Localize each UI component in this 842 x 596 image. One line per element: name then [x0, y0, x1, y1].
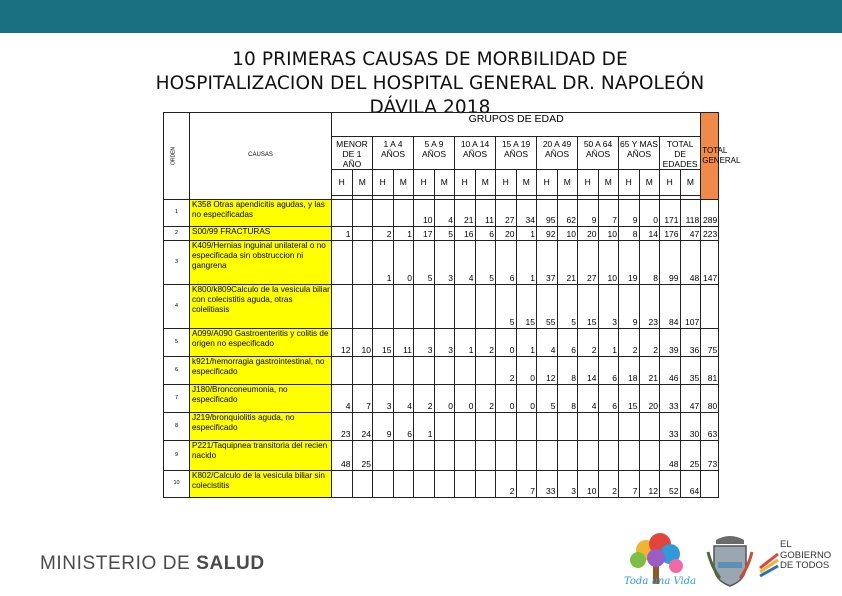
value-cell: 73	[701, 441, 719, 471]
table-row	[164, 357, 719, 385]
table-row	[164, 471, 719, 498]
value-cell	[516, 441, 537, 471]
m-header: M	[557, 170, 578, 196]
value-cell: 15	[578, 285, 599, 329]
value-cell	[414, 441, 435, 471]
value-cell: 47	[680, 385, 701, 413]
value-cell	[496, 441, 517, 471]
value-cell: 7	[598, 200, 619, 227]
gobierno-de-todos-logo	[758, 532, 838, 588]
value-cell	[578, 413, 599, 441]
value-cell: 21	[557, 241, 578, 285]
value-cell	[475, 441, 496, 471]
row-number: 4	[164, 285, 190, 329]
total-general-header: TOTAL GENERAL	[701, 113, 719, 200]
value-cell: 6	[598, 385, 619, 413]
cause-cell: K800/k809Calculo de la vesicula biliar con colecistitis aguda, otras colelitiasis	[190, 285, 332, 329]
value-cell	[639, 413, 660, 441]
star-stripes-icon	[758, 538, 780, 578]
value-cell: 7	[619, 471, 640, 498]
age-group-header: MENOR DE 1 AÑO	[332, 137, 373, 170]
age-group-header: 65 Y MAS AÑOS	[619, 137, 660, 170]
value-cell: 6	[393, 413, 414, 441]
value-cell: 20	[639, 385, 660, 413]
value-cell	[373, 200, 394, 227]
value-cell: 46	[660, 357, 681, 385]
value-cell: 34	[516, 200, 537, 227]
value-cell	[332, 200, 353, 227]
value-cell	[434, 285, 455, 329]
value-cell	[455, 441, 476, 471]
value-cell: 16	[455, 227, 476, 241]
age-group-header: 15 A 19 AÑOS	[496, 137, 537, 170]
top-banner	[0, 0, 842, 33]
value-cell	[537, 441, 558, 471]
todo-logo-text: Toda una Vida	[624, 576, 697, 587]
age-groups-title: GRUPOS DE EDAD	[332, 113, 701, 137]
h-header: H	[578, 170, 599, 196]
value-cell: 33	[660, 413, 681, 441]
value-cell: 17	[414, 227, 435, 241]
m-header: M	[680, 170, 701, 196]
cause-cell: J219/bronquiolitis aguda, no especificado	[190, 413, 332, 441]
cause-cell: k921/hemorragia gastrointestinal, no especificado	[190, 357, 332, 385]
value-cell: 0	[393, 241, 414, 285]
value-cell	[639, 441, 660, 471]
value-cell	[414, 357, 435, 385]
value-cell: 118	[680, 200, 701, 227]
value-cell	[496, 413, 517, 441]
orden-header-text: ORDEN	[170, 146, 177, 166]
value-cell: 15	[373, 329, 394, 357]
orden-header	[164, 113, 190, 200]
value-cell	[578, 441, 599, 471]
value-cell: 25	[352, 441, 373, 471]
value-cell: 10	[578, 471, 599, 498]
value-cell: 2	[619, 329, 640, 357]
value-cell: 48	[660, 441, 681, 471]
value-cell	[414, 471, 435, 498]
value-cell: 37	[537, 241, 558, 285]
value-cell	[393, 471, 414, 498]
value-cell: 0	[516, 357, 537, 385]
value-cell: 107	[680, 285, 701, 329]
value-cell: 9	[578, 200, 599, 227]
value-cell: 55	[537, 285, 558, 329]
value-cell: 75	[701, 329, 719, 357]
value-cell	[352, 357, 373, 385]
value-cell	[352, 241, 373, 285]
value-cell	[557, 441, 578, 471]
value-cell: 1	[516, 329, 537, 357]
m-header: M	[516, 170, 537, 196]
row-number: 1	[164, 200, 190, 227]
value-cell: 0	[516, 385, 537, 413]
value-cell	[598, 441, 619, 471]
value-cell: 0	[496, 329, 517, 357]
value-cell: 2	[496, 471, 517, 498]
value-cell	[373, 471, 394, 498]
value-cell: 27	[578, 241, 599, 285]
value-cell: 3	[434, 241, 455, 285]
row-number: 2	[164, 227, 190, 241]
value-cell: 8	[557, 385, 578, 413]
value-cell	[598, 413, 619, 441]
value-cell: 3	[598, 285, 619, 329]
age-group-header: 50 A 64 AÑOS	[578, 137, 619, 170]
value-cell: 39	[660, 329, 681, 357]
value-cell: 0	[639, 200, 660, 227]
table-row	[164, 285, 719, 329]
table-row	[164, 329, 719, 357]
value-cell: 92	[537, 227, 558, 241]
row-number: 6	[164, 357, 190, 385]
cause-cell: J180/Bronconeumonia, no especificado	[190, 385, 332, 413]
value-cell	[475, 471, 496, 498]
value-cell: 95	[537, 200, 558, 227]
value-cell: 10	[598, 241, 619, 285]
value-cell: 2	[373, 227, 394, 241]
age-group-header: 5 A 9 AÑOS	[414, 137, 455, 170]
value-cell	[434, 357, 455, 385]
h-header: H	[373, 170, 394, 196]
value-cell	[455, 357, 476, 385]
cause-cell: K358 Otras apendicitis agudas, y las no especificadas	[190, 200, 332, 227]
value-cell: 0	[455, 385, 476, 413]
value-cell: 147	[701, 241, 719, 285]
value-cell: 30	[680, 413, 701, 441]
causas-header: CAUSAS	[190, 113, 332, 200]
value-cell: 27	[496, 200, 517, 227]
ministry-word: MINISTERIO DE	[40, 553, 197, 574]
value-cell: 23	[332, 413, 353, 441]
value-cell	[373, 441, 394, 471]
m-header: M	[393, 170, 414, 196]
value-cell	[352, 471, 373, 498]
value-cell: 1	[598, 329, 619, 357]
h-header: H	[414, 170, 435, 196]
row-number: 7	[164, 385, 190, 413]
value-cell: 84	[660, 285, 681, 329]
value-cell: 5	[414, 241, 435, 285]
value-cell: 33	[660, 385, 681, 413]
value-cell	[475, 285, 496, 329]
m-header: M	[352, 170, 373, 196]
value-cell: 1	[516, 227, 537, 241]
value-cell: 1	[332, 227, 353, 241]
value-cell: 10	[352, 329, 373, 357]
gobierno-line: EL	[780, 539, 792, 550]
value-cell: 7	[352, 385, 373, 413]
value-cell: 14	[578, 357, 599, 385]
row-number: 3	[164, 241, 190, 285]
value-cell: 2	[414, 385, 435, 413]
value-cell: 5	[475, 241, 496, 285]
value-cell	[393, 441, 414, 471]
value-cell	[455, 285, 476, 329]
value-cell: 5	[537, 385, 558, 413]
cause-cell: S00/99 FRACTURAS	[190, 227, 332, 241]
value-cell: 1	[455, 329, 476, 357]
value-cell: 6	[496, 241, 517, 285]
value-cell: 2	[598, 471, 619, 498]
value-cell: 25	[680, 441, 701, 471]
value-cell: 48	[680, 241, 701, 285]
value-cell: 289	[701, 200, 719, 227]
value-cell: 2	[475, 385, 496, 413]
toda-una-vida-logo	[620, 530, 697, 587]
value-cell: 63	[701, 413, 719, 441]
value-cell: 5	[557, 285, 578, 329]
value-cell	[373, 357, 394, 385]
value-cell: 18	[619, 357, 640, 385]
value-cell: 64	[680, 471, 701, 498]
value-cell	[434, 471, 455, 498]
value-cell	[557, 413, 578, 441]
value-cell: 62	[557, 200, 578, 227]
value-cell: 9	[373, 413, 394, 441]
value-cell	[332, 241, 353, 285]
value-cell: 0	[496, 385, 517, 413]
value-cell	[619, 441, 640, 471]
value-cell: 6	[598, 357, 619, 385]
age-group-header: 20 A 49 AÑOS	[537, 137, 578, 170]
value-cell: 1	[414, 413, 435, 441]
table-row	[164, 413, 719, 441]
value-cell: 10	[414, 200, 435, 227]
value-cell: 21	[455, 200, 476, 227]
cause-cell: A099/A090 Gastroenteritis y colitis de origen no especificado	[190, 329, 332, 357]
value-cell: 12	[537, 357, 558, 385]
table-row	[164, 241, 719, 285]
value-cell	[393, 357, 414, 385]
value-cell: 5	[496, 285, 517, 329]
h-header: H	[455, 170, 476, 196]
cause-cell: K409/Hernias inguinal unilateral o no especificada sin obstruccion ni gangrena	[190, 241, 332, 285]
value-cell: 223	[701, 227, 719, 241]
table-row	[164, 200, 719, 227]
value-cell: 2	[639, 329, 660, 357]
ministry-logo-text	[40, 553, 265, 575]
value-cell: 20	[496, 227, 517, 241]
value-cell: 99	[660, 241, 681, 285]
h-header: H	[496, 170, 517, 196]
value-cell: 36	[680, 329, 701, 357]
value-cell: 80	[701, 385, 719, 413]
value-cell: 1	[393, 227, 414, 241]
value-cell: 0	[434, 385, 455, 413]
value-cell: 4	[434, 200, 455, 227]
value-cell	[332, 471, 353, 498]
gobierno-line: GOBIERNO	[780, 549, 832, 561]
value-cell: 1	[516, 241, 537, 285]
value-cell	[619, 413, 640, 441]
value-cell: 11	[475, 200, 496, 227]
value-cell	[701, 471, 719, 498]
value-cell: 11	[393, 329, 414, 357]
value-cell: 3	[373, 385, 394, 413]
salud-word: SALUD	[196, 553, 265, 574]
cause-cell: K802/Calculo de la vesicula biliar sin colecistitis	[190, 471, 332, 498]
value-cell	[434, 441, 455, 471]
value-cell	[352, 200, 373, 227]
m-header: M	[598, 170, 619, 196]
value-cell: 171	[660, 200, 681, 227]
value-cell: 4	[537, 329, 558, 357]
value-cell: 4	[455, 241, 476, 285]
value-cell: 52	[660, 471, 681, 498]
coat-of-arms-icon	[706, 532, 754, 588]
value-cell: 3	[557, 471, 578, 498]
value-cell: 23	[639, 285, 660, 329]
value-cell: 9	[619, 285, 640, 329]
value-cell	[455, 471, 476, 498]
value-cell: 2	[578, 329, 599, 357]
value-cell: 10	[598, 227, 619, 241]
gobierno-line: DE TODOS	[780, 560, 830, 571]
value-cell: 3	[414, 329, 435, 357]
value-cell: 12	[332, 329, 353, 357]
value-cell: 35	[680, 357, 701, 385]
value-cell	[434, 413, 455, 441]
m-header: M	[434, 170, 455, 196]
value-cell: 4	[393, 385, 414, 413]
value-cell	[475, 413, 496, 441]
value-cell: 2	[496, 357, 517, 385]
value-cell: 81	[701, 357, 719, 385]
value-cell	[475, 357, 496, 385]
value-cell	[332, 357, 353, 385]
value-cell	[516, 413, 537, 441]
value-cell: 47	[680, 227, 701, 241]
m-header: M	[639, 170, 660, 196]
value-cell: 10	[557, 227, 578, 241]
value-cell	[393, 285, 414, 329]
value-cell	[455, 413, 476, 441]
value-cell: 2	[475, 329, 496, 357]
value-cell: 12	[639, 471, 660, 498]
value-cell: 176	[660, 227, 681, 241]
value-cell: 4	[578, 385, 599, 413]
value-cell: 33	[537, 471, 558, 498]
slide-title: 10 PRIMERAS CAUSAS DE MORBILIDAD DE HOSPITALIZACION DEL HOSPITAL GENERAL DR. NAPOLEÓN DÁVILA 2018	[155, 49, 705, 118]
h-header: H	[537, 170, 558, 196]
row-number: 5	[164, 329, 190, 357]
value-cell: 20	[578, 227, 599, 241]
value-cell: 8	[639, 241, 660, 285]
value-cell: 8	[619, 227, 640, 241]
age-group-header: 10 A 14 AÑOS	[455, 137, 496, 170]
value-cell	[373, 285, 394, 329]
cause-cell: P221/Taquipnea transitoria del recien nacido	[190, 441, 332, 471]
age-group-header: TOTAL DE EDADES	[660, 137, 701, 170]
value-cell: 6	[475, 227, 496, 241]
h-header: H	[619, 170, 640, 196]
value-cell: 5	[434, 227, 455, 241]
value-cell	[701, 285, 719, 329]
value-cell: 9	[619, 200, 640, 227]
value-cell: 3	[434, 329, 455, 357]
age-group-header: 1 A 4 AÑOS	[373, 137, 414, 170]
value-cell: 15	[619, 385, 640, 413]
value-cell	[332, 285, 353, 329]
value-cell	[393, 200, 414, 227]
gobierno-text	[780, 540, 831, 572]
value-cell: 8	[557, 357, 578, 385]
table-row	[164, 385, 719, 413]
value-cell: 7	[516, 471, 537, 498]
value-cell	[352, 285, 373, 329]
value-cell: 48	[332, 441, 353, 471]
value-cell	[414, 285, 435, 329]
value-cell	[537, 413, 558, 441]
value-cell: 4	[332, 385, 353, 413]
table-row	[164, 441, 719, 471]
value-cell: 1	[373, 241, 394, 285]
row-number: 8	[164, 413, 190, 441]
h-header: H	[332, 170, 353, 196]
value-cell: 24	[352, 413, 373, 441]
value-cell	[352, 227, 373, 241]
m-header: M	[475, 170, 496, 196]
morbidity-table	[163, 112, 741, 498]
value-cell: 6	[557, 329, 578, 357]
value-cell: 21	[639, 357, 660, 385]
table-row	[164, 227, 719, 241]
h-header: H	[660, 170, 681, 196]
value-cell: 15	[516, 285, 537, 329]
value-cell: 14	[639, 227, 660, 241]
row-number: 10	[164, 471, 190, 498]
row-number: 9	[164, 441, 190, 471]
value-cell: 19	[619, 241, 640, 285]
